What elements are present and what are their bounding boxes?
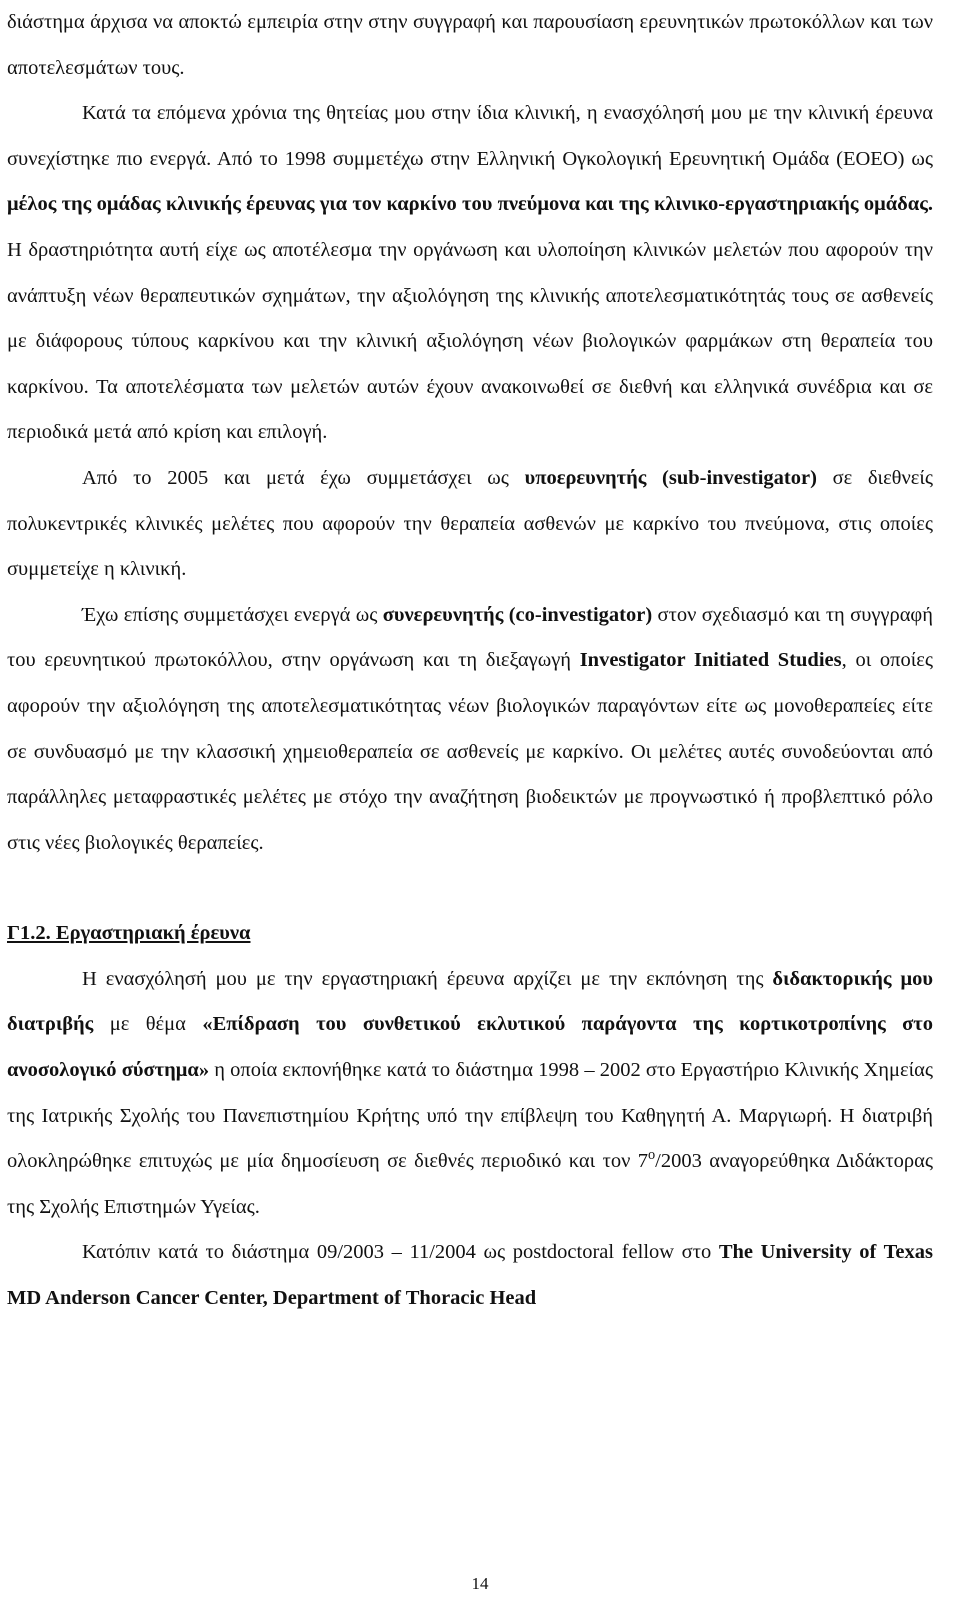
paragraph-1: διάστημα άρχισα να αποκτώ εμπειρία στην στην συγγραφή και παρουσίαση ερευνητικών πρωτοκόλλων και των αποτελεσμάτων τους. bbox=[7, 11, 933, 79]
bold-text: The University of Texas MD Anderson Cancer Center, Department of Thoracic Head bbox=[7, 1241, 933, 1310]
superscript: ο bbox=[647, 1147, 656, 1164]
bold-text: «Επίδραση του συνθετικού εκλυτικού παράγοντα της κορτικοτροπίνης στο ανοσολογικό σύστημα» bbox=[7, 1013, 933, 1082]
bold-text: συνερευνητής (co-investigator) bbox=[382, 603, 653, 626]
bold-text: Investigator Initiated Studies bbox=[579, 649, 842, 672]
paragraph-2: Κατά τα επόμενα χρόνια της θητείας μου στην ίδια κλινική, η ενασχόλησή μου με την κλινική έρευνα συνεχίστηκε πιο ενεργά. Από το 1998 συμμετέχω στην Ελληνική Ογκολογική Ερευνητική Ομάδα (ΕΟΕΟ) ως μέλος της ομάδας κλινικής έρευνας για τον καρκίνο του πνεύμονα και της κλινικο-εργαστηριακής ομάδας. Η δραστηριότητα αυτή είχε ως αποτέλεσμα την οργάνωση και υλοποίηση κλινικών μελετών που αφορούν την ανάπτυξη νέων θεραπευτικών σχημάτων, την αξιολόγηση της κλινικής αποτελεσματικότητάς τους σε ασθενείς με διάφορους τύπους καρκίνου και την κλινική αξιολόγηση νέων βιολογικών φαρμάκων στη θεραπεία του καρκίνου. Τα αποτελέσματα των μελετών αυτών έχουν ανακοινωθεί σε διεθνή και ελληνικά συνέδρια και σε περιοδικά μετά από κρίση και επιλογή. bbox=[7, 102, 933, 444]
bold-text: υποερευνητής (sub-investigator) bbox=[524, 466, 817, 489]
paragraph-6: Κατόπιν κατά το διάστημα 09/2003 – 11/2004 ως postdoctoral fellow στο The University of Texas MD Anderson Cancer Center, Department of Thoracic Head bbox=[7, 1241, 933, 1310]
paragraph-3: Από το 2005 και μετά έχω συμμετάσχει ως υποερευνητής (sub-investigator) σε διεθνείς πολυκεντρικές κλινικές μελέτες που αφορούν την θεραπεία ασθενών με καρκίνο του πνεύμονα, στις οποίες συμμετείχε η κλινική. bbox=[7, 466, 934, 581]
section-gap bbox=[7, 866, 933, 911]
body-text bbox=[7, 0, 933, 1322]
page-number: 14 bbox=[471, 1574, 489, 1593]
bold-text: μέλος της ομάδας κλινικής έρευνας για τον καρκίνο του πνεύμονα και της κλινικο-εργαστηριακής ομάδας. bbox=[7, 193, 933, 216]
paragraph-5: Η ενασχόλησή μου με την εργαστηριακή έρευνα αρχίζει με την εκπόνηση της διδακτορικής μου διατριβής με θέμα «Επίδραση του συνθετικού εκλυτικού παράγοντα της κορτικοτροπίνης στο ανοσολογικό σύστημα» η οποία εκπονήθηκε κατά το διάστημα 1998 – 2002 στο Εργαστήριο Κλινικής Χημείας της Ιατρικής Σχολής του Πανεπιστημίου Κρήτης υπό την επίβλεψη του Καθηγητή Α. Μαργιωρή. Η διατριβή ολοκληρώθηκε επιτυχώς με μία δημοσίευση σε διεθνές περιοδικό και τον $7^o/2003$ αναγορεύθηκα Διδάκτορας της Σχολής Επιστημών Υγείας. bbox=[7, 967, 934, 1218]
section-heading: Γ1.2. Εργαστηριακή έρευνα bbox=[7, 922, 251, 945]
paragraph-4: Έχω επίσης συμμετάσχει ενεργά ως συνερευνητής (co-investigator) στον σχεδιασμό και τη συγγραφή του ερευνητικού πρωτοκόλλου, στην οργάνωση και τη διεξαγωγή Investigator Initiated Studies, οι οποίες αφορούν την αξιολόγηση της αποτελεσματικότητας νέων βιολογικών παραγόντων είτε ως μονοθεραπείες είτε σε συνδυασμό με την κλασσική χημειοθεραπεία σε ασθενείς με καρκίνο. Οι μελέτες αυτές συνοδεύονται από παράλληλες μεταφραστικές μελέτες με στόχο την αναζήτηση βιοδεικτών με προγνωστικό ή προβλεπτικό ρόλο στις νέες βιολογικές θεραπείες. bbox=[7, 603, 934, 854]
bold-text: διδακτορικής μου διατριβής bbox=[7, 967, 934, 1036]
